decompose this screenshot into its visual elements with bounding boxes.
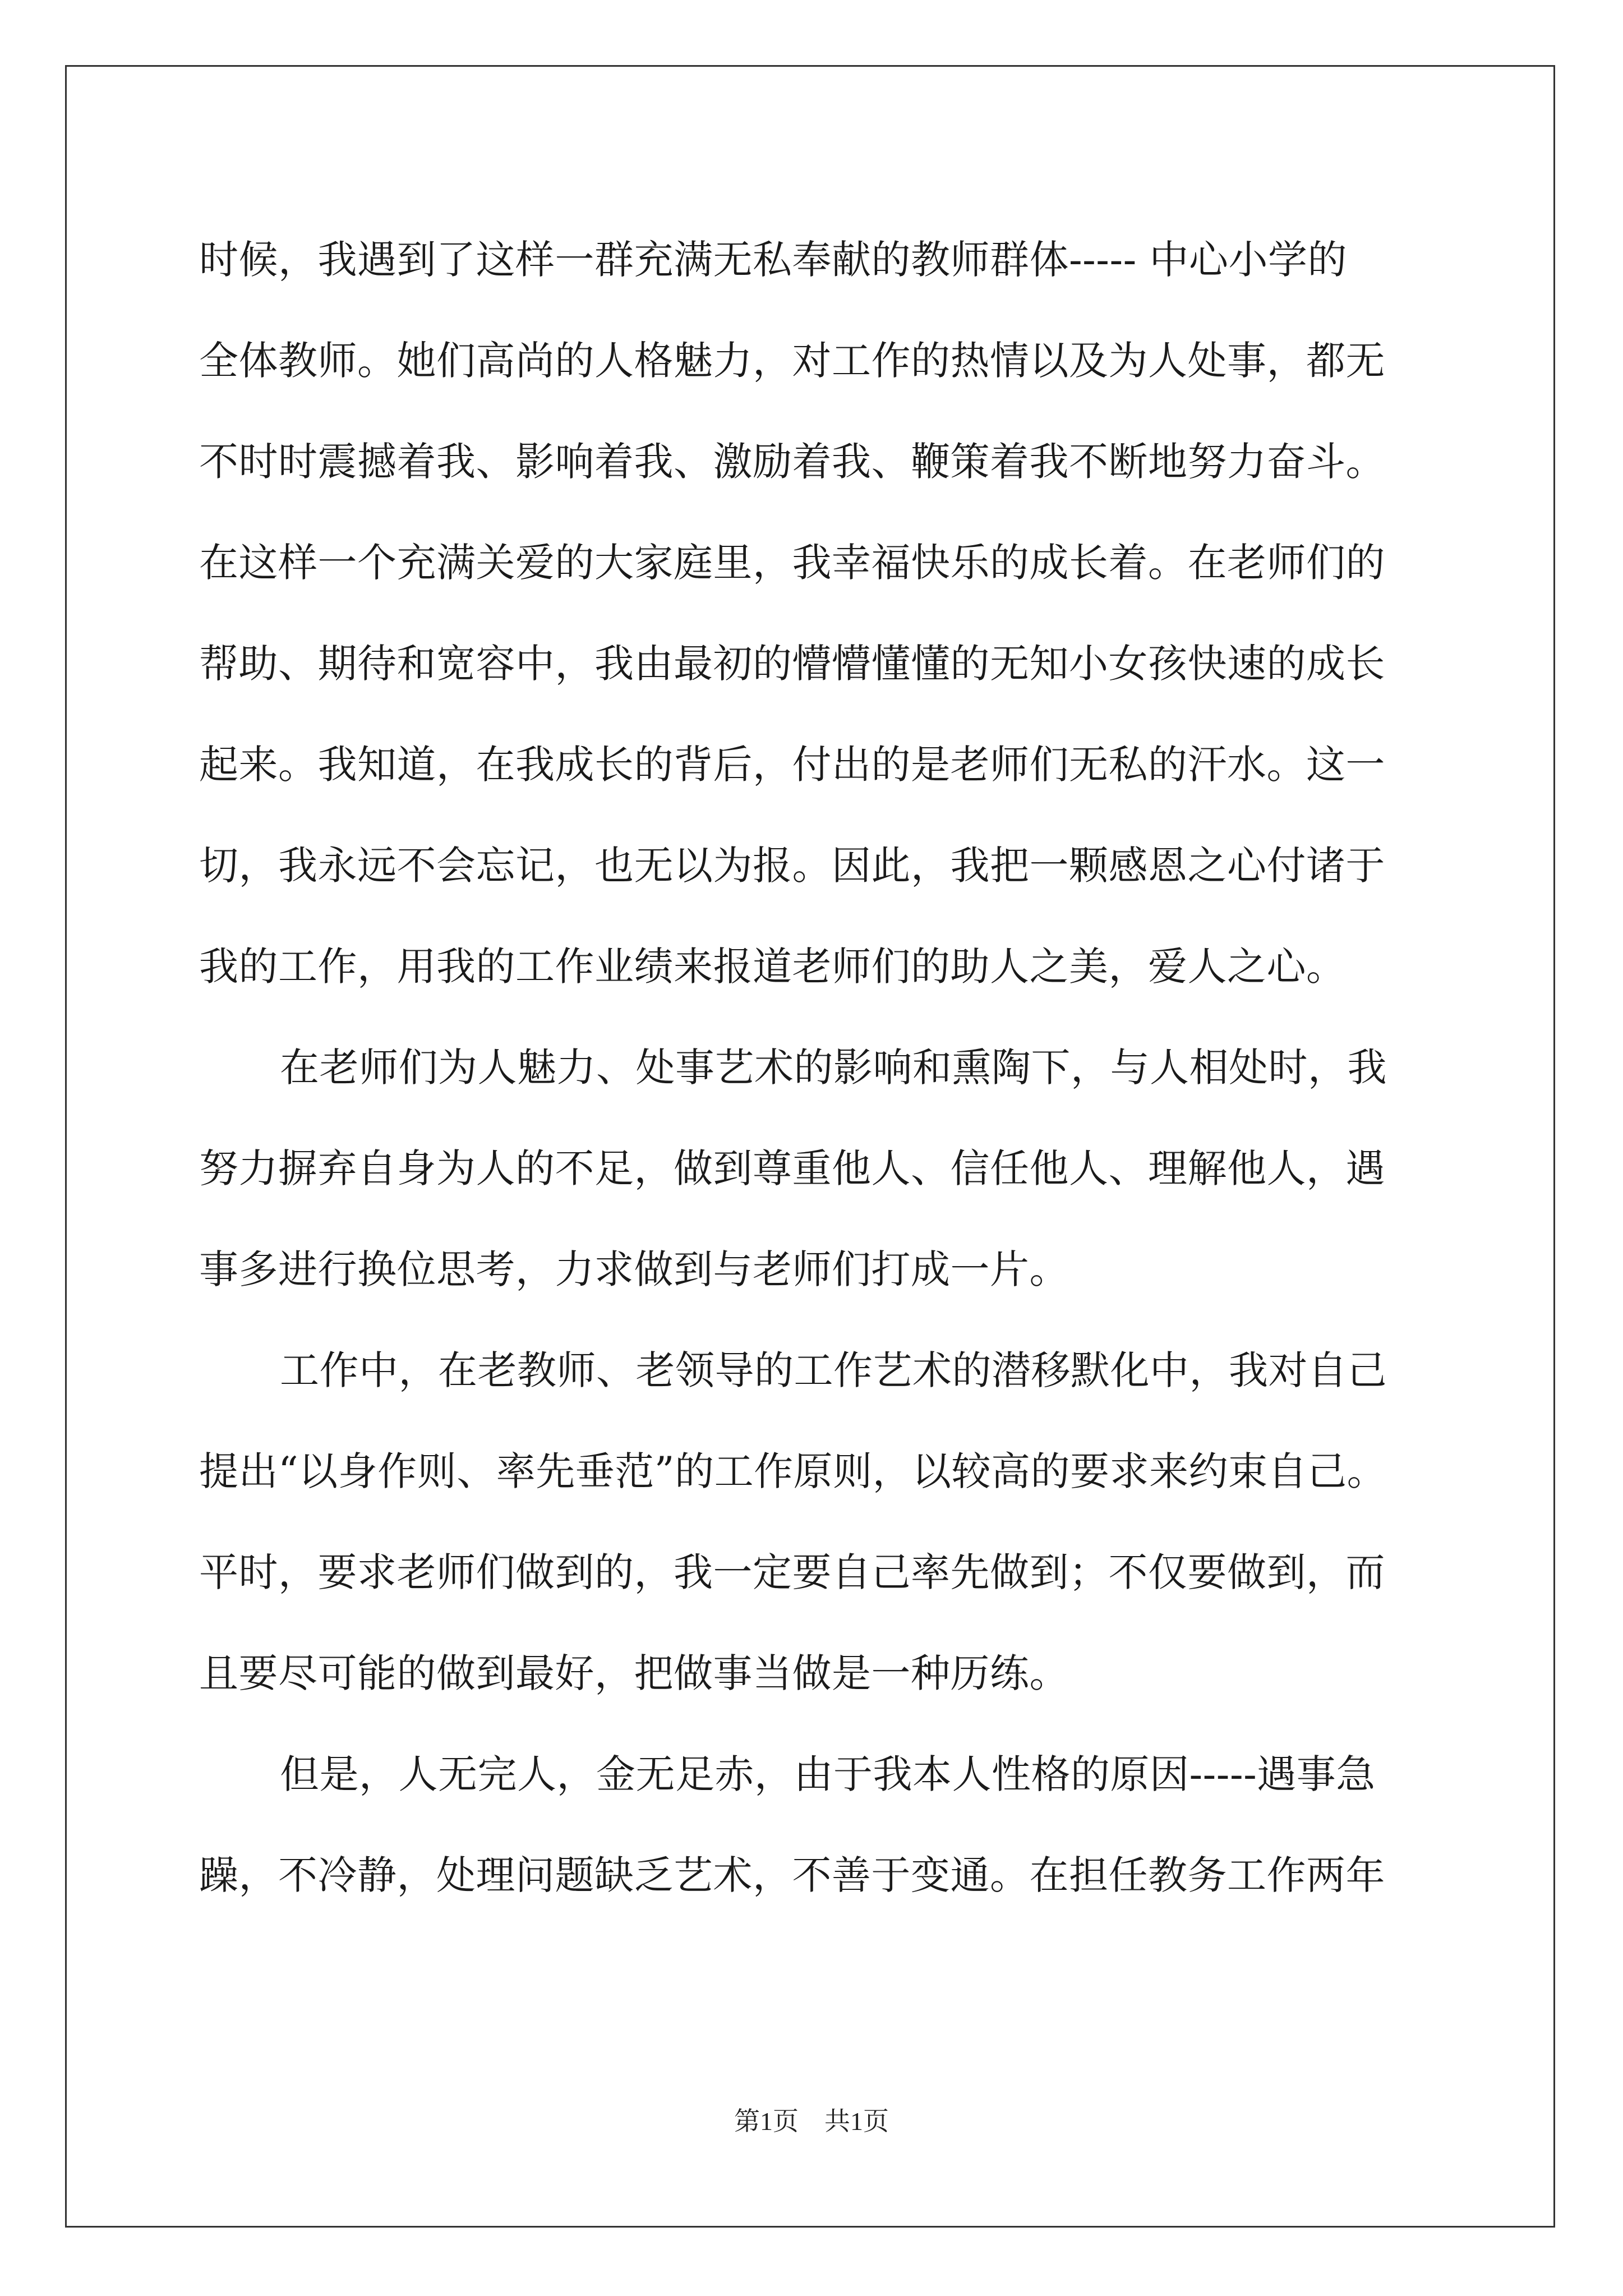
text-line: 平时，要求老师们做到的，我一定要自己率先做到；不仅要做到，而 [199, 1549, 1385, 1595]
text-line: 起来。我知道，在我成长的背后，付出的是老师们无私的汗水。这一 [199, 742, 1385, 788]
text-line: 切，我永远不会忘记，也无以为报。因此，我把一颗感恩之心付诸于 [199, 843, 1385, 889]
text-line: 提出“以身作则、率先垂范”的工作原则，以较高的要求来约束自己。 [199, 1448, 1387, 1494]
document-body [199, 209, 1489, 1926]
text-line: 努力摒弃自身为人的不足，做到尊重他人、信任他人、理解他人，遇 [199, 1145, 1385, 1191]
text-line: 且要尽可能的做到最好，把做事当做是一种历练。 [199, 1650, 1069, 1696]
text-line: 在这样一个充满关爱的大家庭里，我幸福快乐的成长着。在老师们的 [199, 540, 1385, 586]
text-line: 帮助、期待和宽容中，我由最初的懵懵懂懂的无知小女孩快速的成长 [199, 641, 1385, 687]
text-line: 躁，不冷静，处理问题缺乏艺术，不善于变通。在担任教务工作两年 [199, 1852, 1385, 1898]
text-line: 我的工作，用我的工作业绩来报道老师们的助人之美，爱人之心。 [199, 944, 1346, 990]
text-line: 在老师们为人魅力、处事艺术的影响和熏陶下，与人相处时，我 [280, 1045, 1387, 1091]
page-number: 第1页 共1页 [734, 2107, 889, 2136]
text-line: 全体教师。她们高尚的人格魅力，对工作的热情以及为人处事，都无 [199, 338, 1385, 384]
text-line: 事多进行换位思考，力求做到与老师们打成一片。 [199, 1246, 1069, 1292]
text-line: 时候，我遇到了这样一群充满无私奉献的教师群体----- 中心小学的 [199, 237, 1348, 283]
text-line: 但是，人无完人，金无足赤，由于我本人性格的原因-----遇事急 [280, 1751, 1376, 1797]
text-line: 不时时震撼着我、影响着我、激励着我、鞭策着我不断地努力奋斗。 [199, 439, 1385, 485]
text-line: 工作中，在老教师、老领导的工作艺术的潜移默化中，我对自己 [280, 1347, 1387, 1393]
